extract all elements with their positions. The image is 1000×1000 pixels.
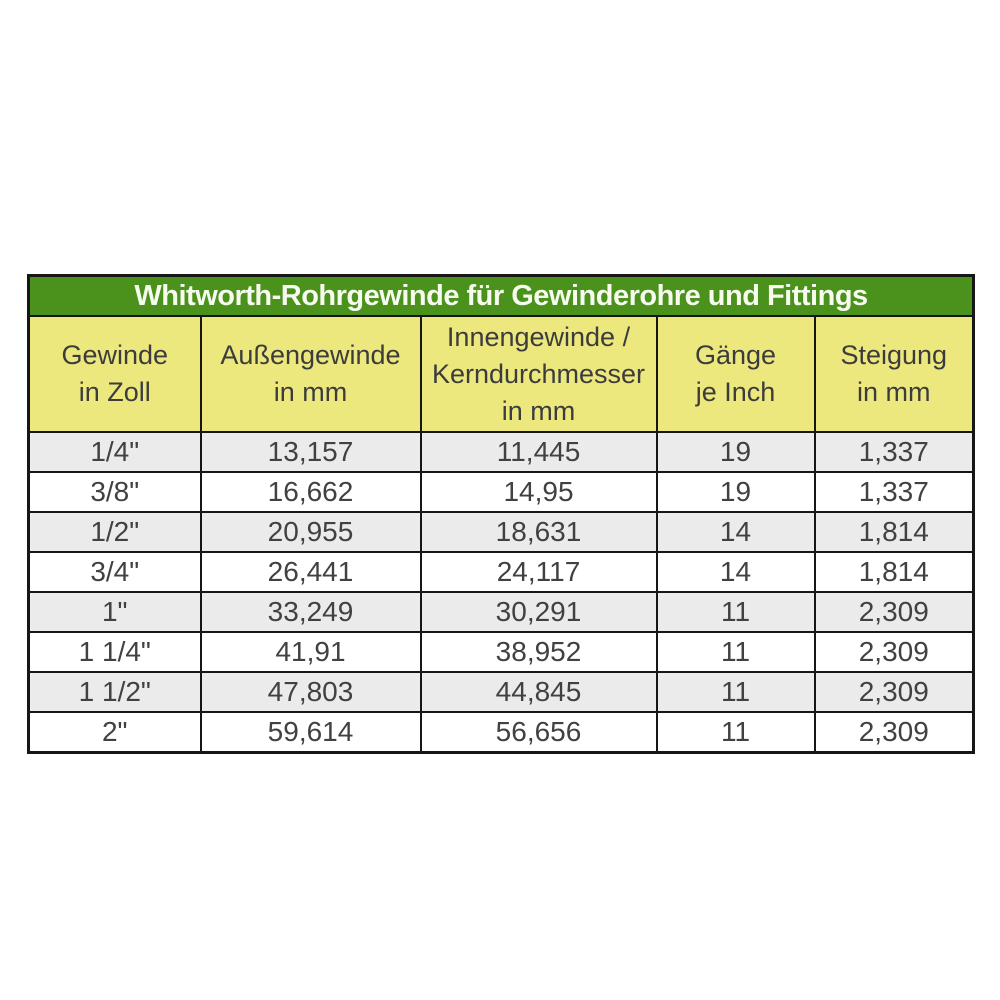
table-cell: 38,952	[421, 632, 657, 672]
column-header-line: Außengewinde	[220, 340, 401, 370]
table-cell: 1,814	[815, 512, 974, 552]
table-cell: 44,845	[421, 672, 657, 712]
column-header	[29, 316, 201, 432]
column-header	[815, 316, 974, 432]
column-header-line: Gänge	[694, 340, 777, 370]
table-body	[29, 432, 974, 753]
table-row	[29, 472, 974, 512]
column-header-line: Kerndurchmesser	[431, 358, 646, 389]
table-cell: 3/4"	[29, 552, 201, 592]
table-cell: 30,291	[421, 592, 657, 632]
table-cell: 1/2"	[29, 512, 201, 552]
table-cell: 1,337	[815, 472, 974, 512]
table-cell: 26,441	[201, 552, 421, 592]
table-cell: 33,249	[201, 592, 421, 632]
table-cell: 14	[657, 512, 815, 552]
table-cell: 1"	[29, 592, 201, 632]
table-cell: 2,309	[815, 632, 974, 672]
column-header-line: in mm	[501, 395, 576, 426]
table-cell: 2,309	[815, 592, 974, 632]
table-cell: 3/8"	[29, 472, 201, 512]
table-cell: 47,803	[201, 672, 421, 712]
table-cell: 2"	[29, 712, 201, 753]
table-cell: 19	[657, 432, 815, 472]
table-cell: 41,91	[201, 632, 421, 672]
column-header-line: Gewinde	[61, 340, 169, 370]
table-cell: 1 1/2"	[29, 672, 201, 712]
table-cell: 2,309	[815, 712, 974, 753]
table-row	[29, 592, 974, 632]
table-cell: 11	[657, 632, 815, 672]
table-cell: 16,662	[201, 472, 421, 512]
table-cell: 59,614	[201, 712, 421, 753]
table-head	[29, 276, 974, 433]
table-cell: 14,95	[421, 472, 657, 512]
table-cell: 1,337	[815, 432, 974, 472]
header-row	[29, 316, 974, 432]
column-header	[421, 316, 657, 432]
column-header	[201, 316, 421, 432]
table-cell: 14	[657, 552, 815, 592]
whitworth-thread-table	[27, 274, 975, 754]
table-row	[29, 672, 974, 712]
column-header-line: in mm	[857, 377, 931, 407]
title-row	[29, 276, 974, 317]
table-row	[29, 432, 974, 472]
table-cell: 56,656	[421, 712, 657, 753]
table-row	[29, 552, 974, 592]
table-cell: 20,955	[201, 512, 421, 552]
table-cell: 11	[657, 712, 815, 753]
table-cell: 11	[657, 592, 815, 632]
table-container	[27, 274, 972, 754]
table-cell: 1,814	[815, 552, 974, 592]
column-header-line: Innengewinde /	[446, 321, 631, 352]
table-row	[29, 632, 974, 672]
table-title: Whitworth-Rohrgewinde für Gewinderohre und Fittings	[29, 276, 974, 317]
column-header-line: je Inch	[695, 377, 776, 407]
table-cell: 1/4"	[29, 432, 201, 472]
table-cell: 2,309	[815, 672, 974, 712]
table-cell: 24,117	[421, 552, 657, 592]
table-cell: 18,631	[421, 512, 657, 552]
table-cell: 1 1/4"	[29, 632, 201, 672]
column-header	[657, 316, 815, 432]
table-cell: 13,157	[201, 432, 421, 472]
table-cell: 11	[657, 672, 815, 712]
column-header-line: Steigung	[840, 340, 948, 370]
table-cell: 11,445	[421, 432, 657, 472]
table-row	[29, 512, 974, 552]
table-row	[29, 712, 974, 753]
column-header-line: in mm	[273, 377, 348, 407]
column-header-line: in Zoll	[78, 377, 151, 407]
table-cell: 19	[657, 472, 815, 512]
